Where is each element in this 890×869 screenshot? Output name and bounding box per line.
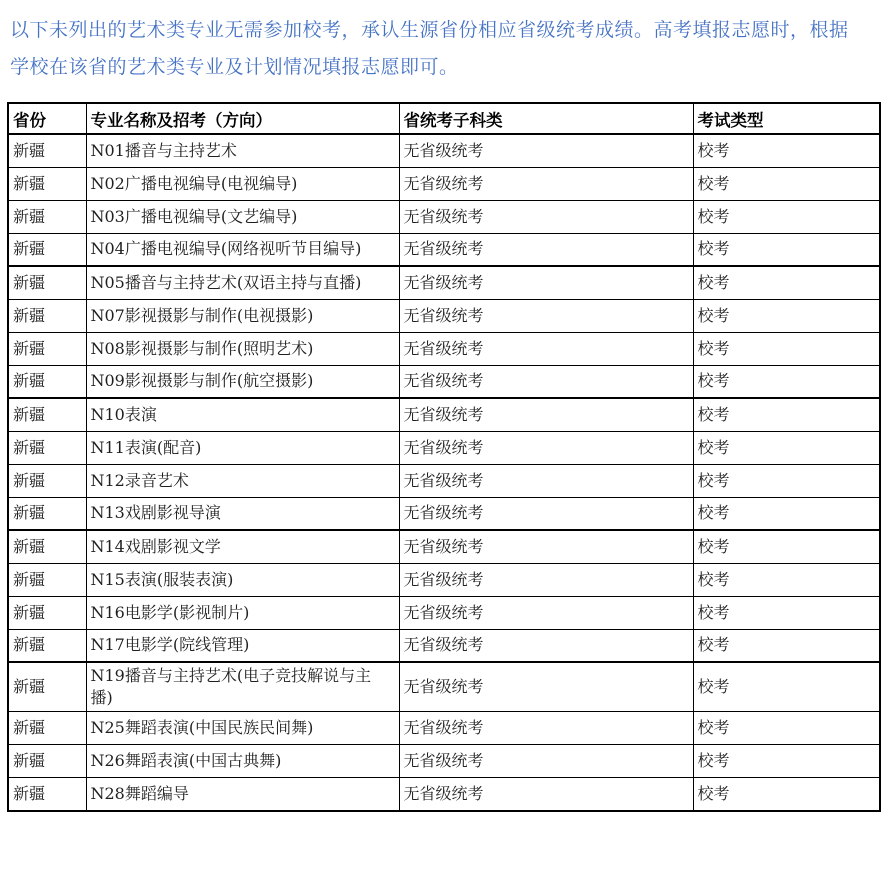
table-row (8, 629, 880, 662)
cell-subcategory: 无省级统考 (399, 200, 693, 233)
cell-province: 新疆 (8, 134, 86, 167)
table-row (8, 745, 880, 778)
table-row (8, 530, 880, 563)
cell-exam-type: 校考 (693, 745, 880, 778)
column-header-province: 省份 (8, 103, 86, 134)
intro-paragraph: 以下未列出的艺术类专业无需参加校考，承认生源省份相应省级统考成绩。高考填报志愿时，根据学校在该省的艺术类专业及计划情况填报志愿即可。 (10, 19, 849, 78)
cell-major: N09影视摄影与制作(航空摄影) (86, 365, 399, 398)
cell-province: 新疆 (8, 266, 86, 299)
cell-exam-type: 校考 (693, 530, 880, 563)
table-row (8, 299, 880, 332)
cell-exam-type: 校考 (693, 712, 880, 745)
cell-exam-type: 校考 (693, 629, 880, 662)
cell-exam-type: 校考 (693, 365, 880, 398)
cell-exam-type: 校考 (693, 662, 880, 712)
cell-subcategory: 无省级统考 (399, 431, 693, 464)
cell-province: 新疆 (8, 332, 86, 365)
cell-province: 新疆 (8, 464, 86, 497)
table-body (8, 134, 880, 811)
cell-major: N12录音艺术 (86, 464, 399, 497)
cell-major: N02广播电视编导(电视编导) (86, 167, 399, 200)
cell-exam-type: 校考 (693, 233, 880, 266)
table-row (8, 167, 880, 200)
cell-province: 新疆 (8, 398, 86, 431)
cell-subcategory: 无省级统考 (399, 398, 693, 431)
cell-subcategory: 无省级统考 (399, 712, 693, 745)
cell-subcategory: 无省级统考 (399, 365, 693, 398)
cell-province: 新疆 (8, 712, 86, 745)
cell-subcategory: 无省级统考 (399, 745, 693, 778)
cell-exam-type: 校考 (693, 200, 880, 233)
cell-major: N07影视摄影与制作(电视摄影) (86, 299, 399, 332)
cell-province: 新疆 (8, 745, 86, 778)
cell-province: 新疆 (8, 200, 86, 233)
table-row (8, 778, 880, 811)
cell-subcategory: 无省级统考 (399, 563, 693, 596)
table-row (8, 464, 880, 497)
cell-major: N11表演(配音) (86, 431, 399, 464)
column-header-exam-type: 考试类型 (693, 103, 880, 134)
cell-major: N14戏剧影视文学 (86, 530, 399, 563)
cell-subcategory: 无省级统考 (399, 332, 693, 365)
cell-subcategory: 无省级统考 (399, 778, 693, 811)
cell-major: N26舞蹈表演(中国古典舞) (86, 745, 399, 778)
table-row (8, 497, 880, 530)
cell-subcategory: 无省级统考 (399, 266, 693, 299)
cell-major: N19播音与主持艺术(电子竞技解说与主播) (86, 662, 399, 712)
cell-major: N08影视摄影与制作(照明艺术) (86, 332, 399, 365)
cell-major: N28舞蹈编导 (86, 778, 399, 811)
table-row (8, 712, 880, 745)
table-row (8, 134, 880, 167)
cell-province: 新疆 (8, 778, 86, 811)
cell-subcategory: 无省级统考 (399, 299, 693, 332)
column-header-major: 专业名称及招考（方向） (86, 103, 399, 134)
cell-subcategory: 无省级统考 (399, 629, 693, 662)
cell-exam-type: 校考 (693, 778, 880, 811)
table-row (8, 431, 880, 464)
table-row (8, 233, 880, 266)
cell-subcategory: 无省级统考 (399, 464, 693, 497)
column-header-subcategory: 省统考子科类 (399, 103, 693, 134)
cell-exam-type: 校考 (693, 596, 880, 629)
cell-subcategory: 无省级统考 (399, 134, 693, 167)
cell-major: N15表演(服装表演) (86, 563, 399, 596)
cell-subcategory: 无省级统考 (399, 530, 693, 563)
table-row (8, 266, 880, 299)
cell-major: N16电影学(影视制片) (86, 596, 399, 629)
cell-subcategory: 无省级统考 (399, 497, 693, 530)
cell-exam-type: 校考 (693, 497, 880, 530)
cell-major: N17电影学(院线管理) (86, 629, 399, 662)
cell-exam-type: 校考 (693, 134, 880, 167)
table-row (8, 563, 880, 596)
cell-province: 新疆 (8, 629, 86, 662)
table-header-row (8, 103, 880, 134)
cell-subcategory: 无省级统考 (399, 662, 693, 712)
cell-major: N25舞蹈表演(中国民族民间舞) (86, 712, 399, 745)
majors-table (7, 102, 881, 812)
cell-exam-type: 校考 (693, 464, 880, 497)
cell-province: 新疆 (8, 563, 86, 596)
cell-exam-type: 校考 (693, 332, 880, 365)
table-row (8, 398, 880, 431)
cell-exam-type: 校考 (693, 398, 880, 431)
table-row (8, 365, 880, 398)
cell-major: N03广播电视编导(文艺编导) (86, 200, 399, 233)
table-row (8, 200, 880, 233)
cell-exam-type: 校考 (693, 266, 880, 299)
cell-subcategory: 无省级统考 (399, 596, 693, 629)
cell-province: 新疆 (8, 662, 86, 712)
cell-province: 新疆 (8, 530, 86, 563)
cell-major: N05播音与主持艺术(双语主持与直播) (86, 266, 399, 299)
cell-exam-type: 校考 (693, 299, 880, 332)
cell-province: 新疆 (8, 299, 86, 332)
cell-subcategory: 无省级统考 (399, 167, 693, 200)
cell-province: 新疆 (8, 596, 86, 629)
cell-exam-type: 校考 (693, 563, 880, 596)
cell-major: N10表演 (86, 398, 399, 431)
cell-province: 新疆 (8, 233, 86, 266)
table-row (8, 332, 880, 365)
cell-major: N01播音与主持艺术 (86, 134, 399, 167)
cell-exam-type: 校考 (693, 167, 880, 200)
cell-major: N13戏剧影视导演 (86, 497, 399, 530)
cell-province: 新疆 (8, 497, 86, 530)
cell-province: 新疆 (8, 365, 86, 398)
cell-major: N04广播电视编导(网络视听节目编导) (86, 233, 399, 266)
cell-exam-type: 校考 (693, 431, 880, 464)
table-row (8, 662, 880, 712)
cell-province: 新疆 (8, 431, 86, 464)
table-row (8, 596, 880, 629)
cell-province: 新疆 (8, 167, 86, 200)
cell-subcategory: 无省级统考 (399, 233, 693, 266)
